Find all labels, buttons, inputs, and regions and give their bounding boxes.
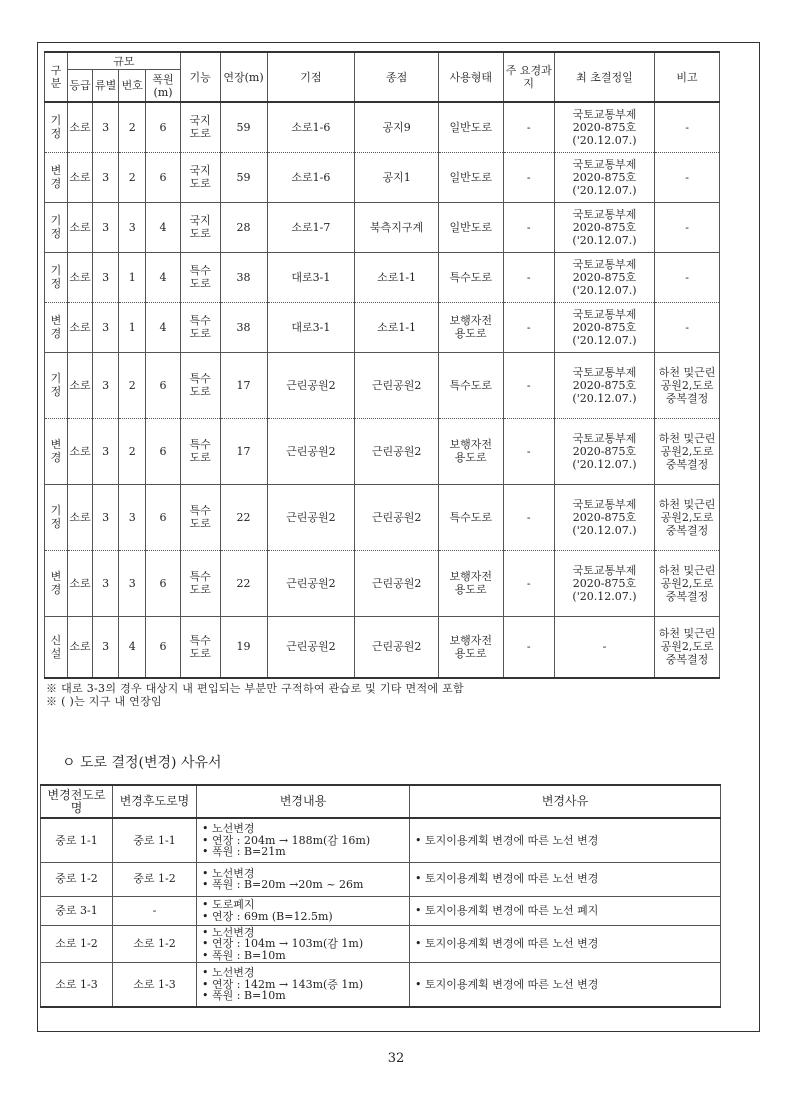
cell-function: 국지도로 [180,202,220,252]
cell-length: 19 [220,616,267,678]
cell-usage: 보행자전용도로 [438,616,503,678]
reason-bullet: • [415,903,425,917]
cell-width: 6 [146,352,180,418]
cell-via: - [503,252,554,302]
content-line: • 노선변경 [202,967,408,979]
cell-function: 국지도로 [180,152,220,202]
cell-start: 근린공원2 [267,484,355,550]
header-content: 변경내용 [197,785,410,818]
cell-usage: 특수도로 [438,352,503,418]
content-line: • 연장 : 104m → 103m(감 1m) [202,938,408,950]
cell-width: 6 [146,616,180,678]
reason-text: 토지이용계획 변경에 따른 노선 변경 [425,872,599,886]
cell-function: 특수도로 [180,418,220,484]
cell-gubun: 기정 [45,102,68,152]
cell-number: 2 [119,352,146,418]
table-row [41,818,721,862]
header-grade: 등급 [67,70,92,103]
section-title: ㅇ 도로 결정(변경) 사유서 [62,755,222,771]
cell-remark: - [655,152,720,202]
cell-reason [410,862,721,896]
table-row [45,102,720,152]
cell-length: 38 [220,302,267,352]
cell-content [197,862,410,896]
cell-reason [410,818,721,862]
cell-grade: 소로 [67,252,92,302]
content-line: • 폭원 : B=20m →20m ~ 26m [202,879,408,891]
cell-grade: 소로 [67,418,92,484]
cell-end: 근린공원2 [355,616,439,678]
table-row [45,152,720,202]
content-line: • 연장 : 204m → 188m(감 16m) [202,835,408,847]
cell-width: 6 [146,152,180,202]
cell-remark: 하천 및근린공원2,도로중복결정 [655,418,720,484]
cell-function: 특수도로 [180,550,220,616]
table-row [45,550,720,616]
cell-decision: 국토교통부제2020-875호('20.12.07.) [554,302,654,352]
cell-type: 3 [93,352,119,418]
cell-function: 특수도로 [180,352,220,418]
cell-width: 6 [146,550,180,616]
cell-usage: 일반도로 [438,152,503,202]
table-row [45,418,720,484]
cell-via: - [503,484,554,550]
cell-start: 소로1-7 [267,202,355,252]
cell-end: 공지1 [355,152,439,202]
reason-text: 토지이용계획 변경에 따른 노선 변경 [425,977,599,991]
cell-length: 59 [220,102,267,152]
cell-remark: - [655,102,720,152]
cell-type: 3 [93,102,119,152]
cell-type: 3 [93,616,119,678]
cell-type: 3 [93,484,119,550]
header-gubun: 구분 [45,52,68,102]
cell-start: 소로1-6 [267,152,355,202]
road-table [44,51,720,679]
cell-via: - [503,202,554,252]
cell-start: 근린공원2 [267,418,355,484]
cell-reason [410,963,721,1007]
cell-end: 근린공원2 [355,418,439,484]
cell-remark: - [655,202,720,252]
cell-remark: 하천 및근린공원2,도로중복결정 [655,550,720,616]
header-type: 류별 [93,70,119,103]
cell-via: - [503,550,554,616]
cell-length: 22 [220,484,267,550]
cell-remark: - [655,252,720,302]
cell-function: 특수도로 [180,252,220,302]
cell-after: 소로 1-2 [113,925,197,963]
cell-decision: - [554,616,654,678]
cell-remark: 하천 및근린공원2,도로중복결정 [655,484,720,550]
header-start: 기점 [267,52,355,102]
cell-remark: 하천 및근린공원2,도로중복결정 [655,352,720,418]
cell-before: 소로 1-2 [41,925,113,963]
cell-function: 특수도로 [180,616,220,678]
table-row [41,862,721,896]
cell-gubun: 변경 [45,302,68,352]
cell-type: 3 [93,302,119,352]
header-before: 변경전도로명 [41,785,113,818]
cell-gubun: 기정 [45,202,68,252]
cell-gubun: 변경 [45,418,68,484]
cell-decision: 국토교통부제2020-875호('20.12.07.) [554,102,654,152]
header-first-decision: 최 초결정일 [554,52,654,102]
cell-start: 근린공원2 [267,352,355,418]
cell-via: - [503,302,554,352]
cell-content [197,896,410,925]
cell-before: 중로 1-2 [41,862,113,896]
cell-before: 중로 3-1 [41,896,113,925]
cell-type: 3 [93,418,119,484]
cell-length: 38 [220,252,267,302]
table-row [45,484,720,550]
cell-width: 4 [146,252,180,302]
table-notes [46,682,464,708]
content-line: • 연장 : 142m → 143m(증 1m) [202,979,408,991]
cell-start: 대로3-1 [267,302,355,352]
cell-grade: 소로 [67,302,92,352]
cell-end: 근린공원2 [355,484,439,550]
content-line: • 노선변경 [202,868,408,880]
cell-via: - [503,352,554,418]
cell-usage: 보행자전용도로 [438,418,503,484]
cell-start: 근린공원2 [267,616,355,678]
cell-start: 근린공원2 [267,550,355,616]
cell-grade: 소로 [67,202,92,252]
cell-number: 3 [119,202,146,252]
cell-gubun: 변경 [45,152,68,202]
cell-before: 소로 1-3 [41,963,113,1007]
cell-usage: 일반도로 [438,202,503,252]
header-length: 연장(m) [220,52,267,102]
cell-length: 17 [220,418,267,484]
cell-function: 특수도로 [180,484,220,550]
reason-bullet: • [415,937,425,950]
cell-type: 3 [93,202,119,252]
table-row [45,252,720,302]
cell-reason [410,896,721,925]
cell-number: 2 [119,152,146,202]
cell-via: - [503,616,554,678]
content-line: • 도로폐지 [202,899,408,911]
reason-text: 토지이용계획 변경에 따른 노선 변경 [425,937,599,950]
cell-number: 3 [119,484,146,550]
cell-function: 특수도로 [180,302,220,352]
note-1: ※ 대로 3-3의 경우 대상지 내 편입되는 부분만 구적하여 관습로 및 기타 면적에 포함 [46,682,464,695]
cell-end: 소로1-1 [355,302,439,352]
cell-usage: 일반도로 [438,102,503,152]
content-line: • 폭원 : B=10m [202,990,408,1002]
cell-end: 소로1-1 [355,252,439,302]
cell-width: 4 [146,202,180,252]
cell-grade: 소로 [67,550,92,616]
content-line: • 노선변경 [202,823,408,835]
cell-number: 2 [119,102,146,152]
cell-length: 17 [220,352,267,418]
header-number: 번호 [119,70,146,103]
cell-remark: - [655,302,720,352]
content-line: • 폭원 : B=21m [202,846,408,858]
cell-decision: 국토교통부제2020-875호('20.12.07.) [554,252,654,302]
header-via: 주 요경과지 [503,52,554,102]
page-number: 32 [387,1051,405,1066]
cell-content [197,963,410,1007]
cell-usage: 보행자전용도로 [438,550,503,616]
cell-end: 근린공원2 [355,352,439,418]
cell-decision: 국토교통부제2020-875호('20.12.07.) [554,550,654,616]
cell-gubun: 기정 [45,352,68,418]
cell-length: 59 [220,152,267,202]
cell-decision: 국토교통부제2020-875호('20.12.07.) [554,202,654,252]
reason-text: 토지이용계획 변경에 따른 노선 폐지 [425,903,599,917]
cell-usage: 보행자전용도로 [438,302,503,352]
cell-number: 1 [119,252,146,302]
note-2: ※ ( )는 지구 내 연장임 [46,695,162,708]
cell-width: 6 [146,102,180,152]
header-reason: 변경사유 [410,785,721,818]
reason-table [40,784,721,1008]
cell-end: 근린공원2 [355,550,439,616]
cell-via: - [503,102,554,152]
cell-end: 공지9 [355,102,439,152]
cell-number: 2 [119,418,146,484]
reason-bullet: • [415,977,425,991]
table-row [41,896,721,925]
cell-type: 3 [93,550,119,616]
cell-width: 6 [146,484,180,550]
cell-reason [410,925,721,963]
reason-bullet: • [415,833,425,847]
cell-decision: 국토교통부제2020-875호('20.12.07.) [554,352,654,418]
cell-function: 국지도로 [180,102,220,152]
content-line: • 폭원 : B=10m [202,950,408,962]
header-usage: 사용형태 [438,52,503,102]
cell-content [197,818,410,862]
cell-grade: 소로 [67,152,92,202]
cell-via: - [503,418,554,484]
table-row [41,925,721,963]
table-row [45,616,720,678]
cell-type: 3 [93,152,119,202]
cell-after: 중로 1-2 [113,862,197,896]
cell-length: 28 [220,202,267,252]
cell-grade: 소로 [67,352,92,418]
table-row [45,352,720,418]
header-scale: 규모 [67,52,180,70]
header-remark: 비고 [655,52,720,102]
cell-width: 4 [146,302,180,352]
cell-remark: 하천 및근린공원2,도로중복결정 [655,616,720,678]
cell-decision: 국토교통부제2020-875호('20.12.07.) [554,152,654,202]
cell-number: 3 [119,550,146,616]
cell-number: 4 [119,616,146,678]
table-row [41,963,721,1007]
cell-length: 22 [220,550,267,616]
cell-after: 중로 1-1 [113,818,197,862]
header-width: 폭원(m) [146,70,180,103]
cell-decision: 국토교통부제2020-875호('20.12.07.) [554,418,654,484]
cell-after: - [113,896,197,925]
cell-decision: 국토교통부제2020-875호('20.12.07.) [554,484,654,550]
header-function: 기능 [180,52,220,102]
content-line: • 노선변경 [202,927,408,939]
reason-text: 토지이용계획 변경에 따른 노선 변경 [425,833,599,847]
cell-before: 중로 1-1 [41,818,113,862]
cell-gubun: 기정 [45,484,68,550]
cell-content [197,925,410,963]
cell-via: - [503,152,554,202]
cell-grade: 소로 [67,102,92,152]
table-row [45,302,720,352]
cell-usage: 특수도로 [438,252,503,302]
header-after: 변경후도로명 [113,785,197,818]
cell-start: 소로1-6 [267,102,355,152]
cell-end: 북측지구계 [355,202,439,252]
table-row [45,202,720,252]
cell-start: 대로3-1 [267,252,355,302]
cell-gubun: 변경 [45,550,68,616]
header-end: 종점 [355,52,439,102]
cell-number: 1 [119,302,146,352]
cell-gubun: 신설 [45,616,68,678]
cell-after: 소로 1-3 [113,963,197,1007]
cell-usage: 특수도로 [438,484,503,550]
cell-width: 6 [146,418,180,484]
reason-bullet: • [415,872,425,886]
cell-gubun: 기정 [45,252,68,302]
content-line: • 연장 : 69m (B=12.5m) [202,911,408,923]
cell-type: 3 [93,252,119,302]
cell-grade: 소로 [67,616,92,678]
cell-grade: 소로 [67,484,92,550]
